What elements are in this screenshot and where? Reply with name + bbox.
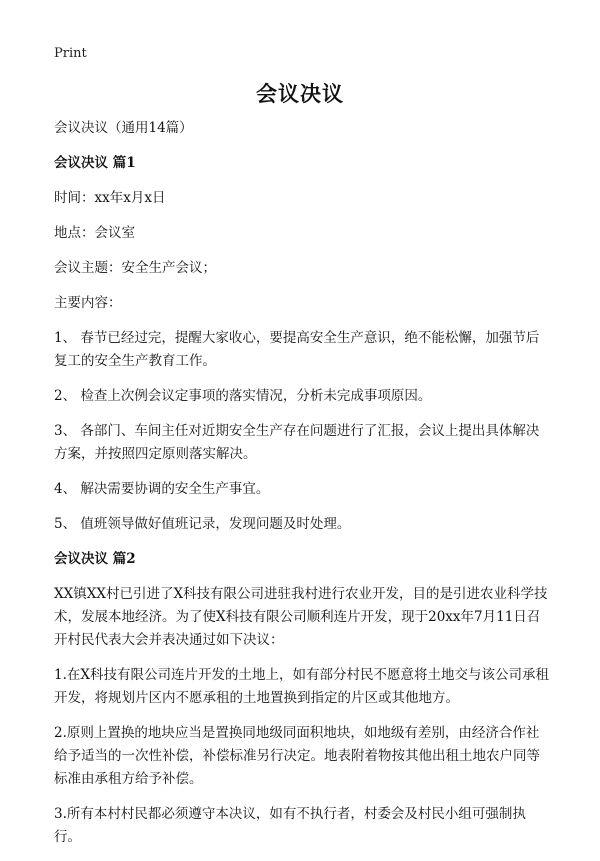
meeting-time: 时间：xx年x月x日 xyxy=(54,190,166,206)
section-heading-2: 会议决议 篇2 xyxy=(54,551,136,567)
document-title: 会议决议 xyxy=(256,81,344,106)
list-item: 2.原则上置换的地块应当是置换同地级同面积地块，如地级有差别，由经济合作社给予适当的一次性补偿，补偿标准另行决定。地表附着物按其他出租土地农户同等标准由承租方给予补偿。 xyxy=(54,725,540,787)
list-item: 4、 解决需要协调的安全生产事宜。 xyxy=(54,481,270,497)
list-item: 1、 春节已经过完，提醒大家收心，要提高安全生产意识，绝不能松懈，加强节后复工的安全生产教育工作。 xyxy=(54,330,540,369)
document-subtitle: 会议决议（通用14篇） xyxy=(54,120,193,136)
main-content-label: 主要内容： xyxy=(54,295,122,311)
meeting-place: 地点：会议室 xyxy=(54,225,135,241)
list-item: 3、 各部门、车间主任对近期安全生产存在问题进行了汇报，会议上提出具体解决方案，并按照四定原则落实解决。 xyxy=(54,423,540,462)
section-intro: XX镇XX村已引进了X科技有限公司进驻我村进行农业开发，目的是引进农业科学技术，发展本地经济。为了使X科技有限公司顺利连片开发，现于20xx年7月11日召开村民代表大会并表决通过如下决议： xyxy=(54,586,548,648)
list-item: 1.在X科技有限公司连片开发的土地上，如有部分村民不愿意将土地交与该公司承租开发，将规划片区内不愿承租的土地置换到指定的片区或其他地方。 xyxy=(54,667,549,706)
list-item: 3.所有本村村民都必须遵守本决议，如有不执行者，村委会及村民小组可强制执行。 xyxy=(54,806,526,845)
list-item: 5、 值班领导做好值班记录，发现问题及时处理。 xyxy=(54,516,351,532)
print-label: Print xyxy=(54,46,87,61)
list-item: 2、 检查上次例会议定事项的落实情况，分析未完成事项原因。 xyxy=(54,388,432,404)
meeting-topic: 会议主题：安全生产会议； xyxy=(54,260,216,276)
document-body xyxy=(54,117,550,861)
section-heading-1: 会议决议 篇1 xyxy=(54,155,136,171)
